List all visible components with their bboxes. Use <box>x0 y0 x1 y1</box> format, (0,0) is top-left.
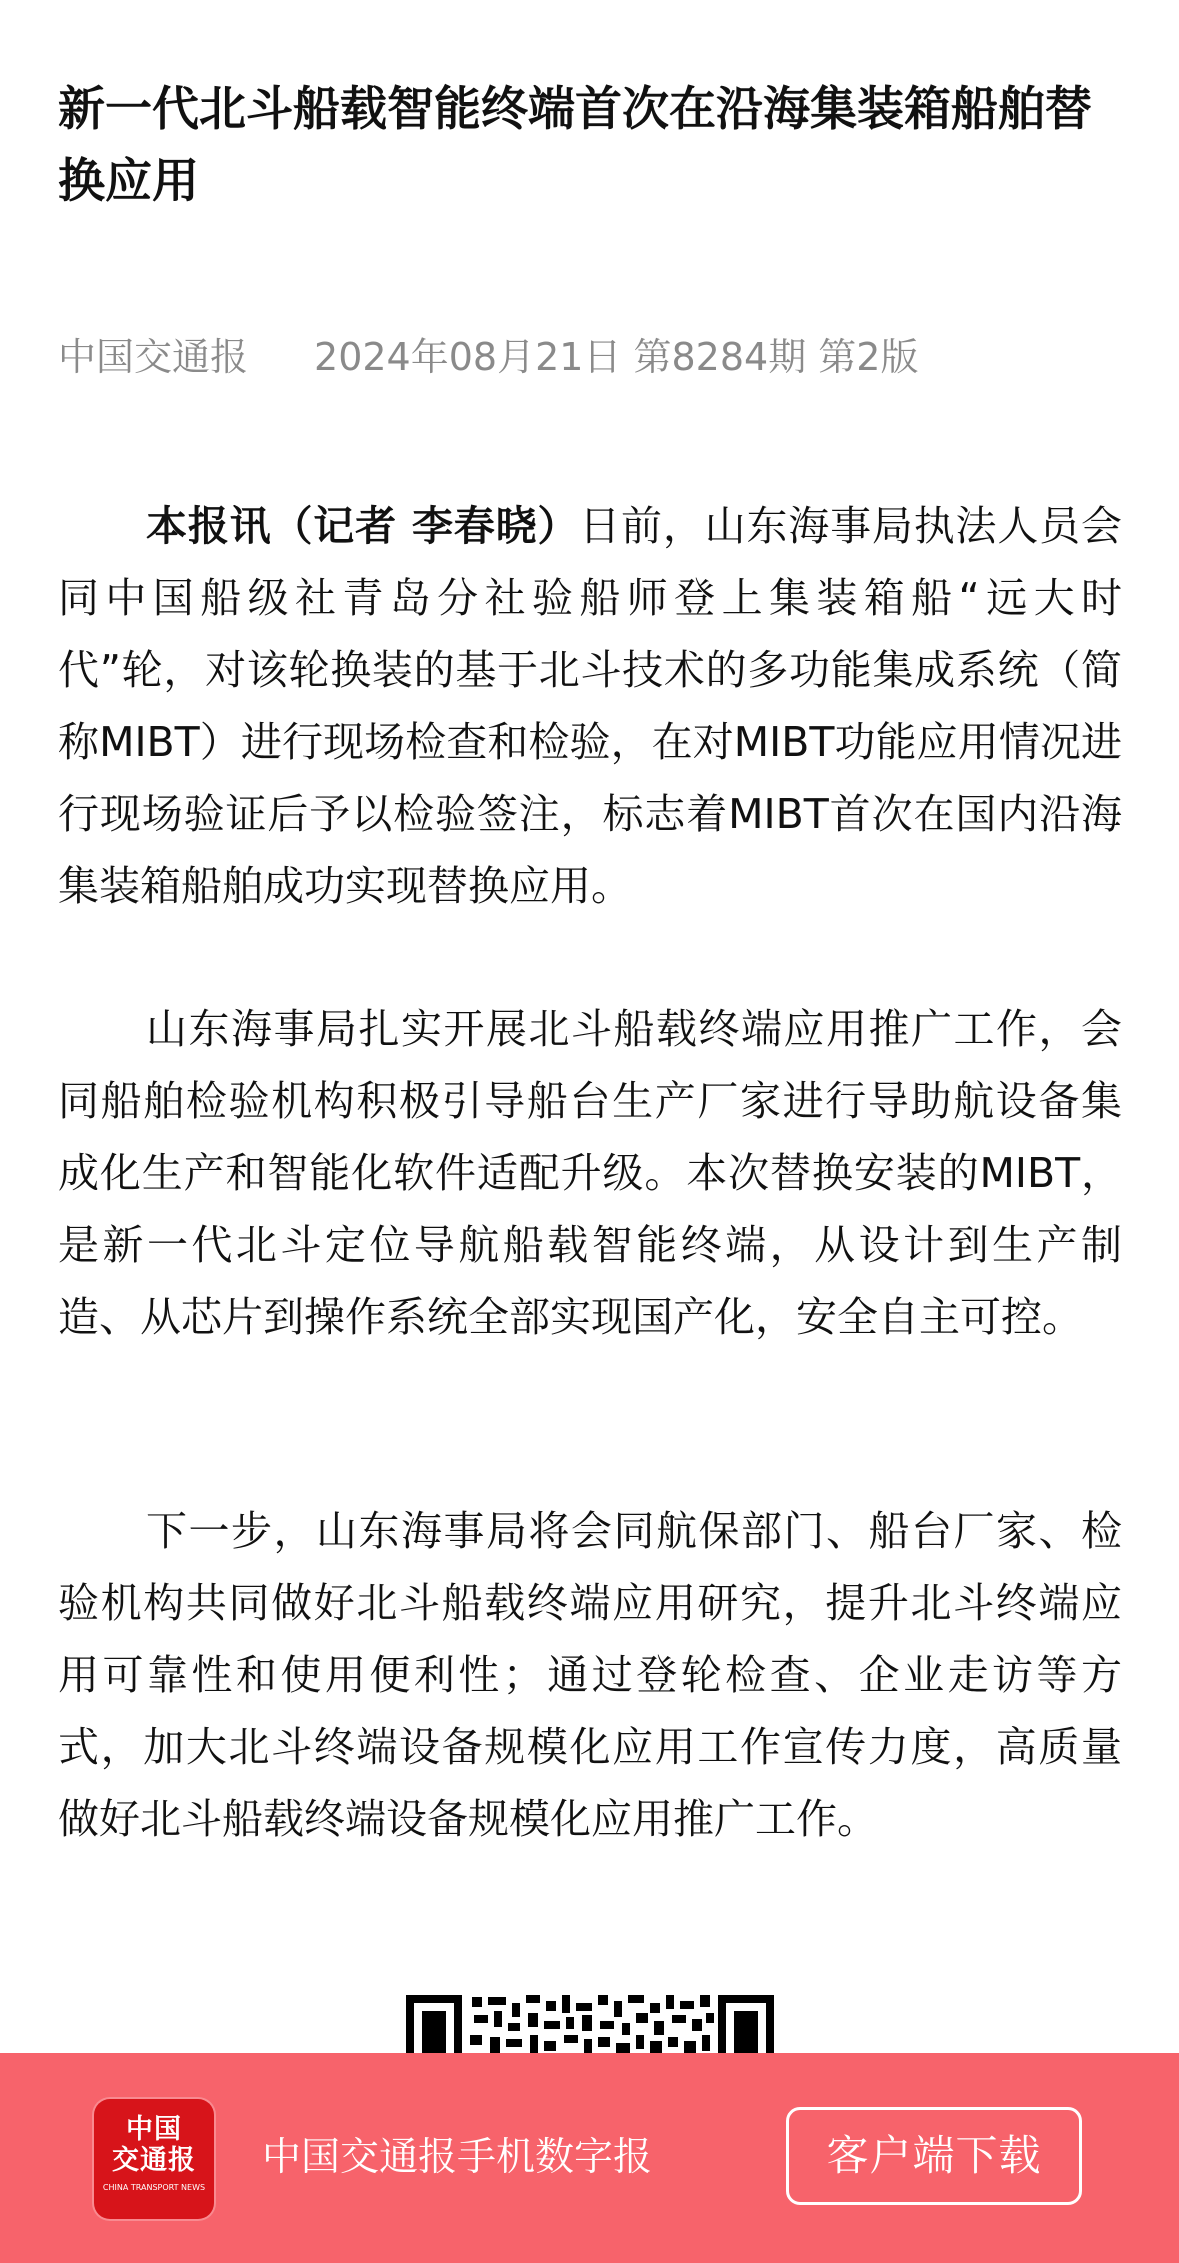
publish-date-issue: 2024年08月21日 第8284期 第2版 <box>314 335 919 379</box>
article-meta <box>58 330 918 384</box>
article-paragraph-2 <box>58 993 1122 1353</box>
article-title: 新一代北斗船载智能终端首次在沿海集装箱船舶替换应用 <box>58 82 1092 209</box>
paragraph-text: 日前，山东海事局执法人员会同中国船级社青岛分社验船师登上集装箱船“远大时代”轮，对该轮换装的基于北斗技术的多功能集成系统（简称MIBT）进行现场检查和检验，在对MIBT功能应用情况进行现场验证后予以检验签注，标志着MIBT首次在国内沿海集装箱船舶成功实现替换应用。 <box>58 502 1122 910</box>
client-download-button[interactable]: 客户端下载 <box>786 2107 1082 2205</box>
paragraph-text: 下一步，山东海事局将会同航保部门、船台厂家、检验机构共同做好北斗船载终端应用研究，提升北斗终端应用可靠性和使用便利性；通过登轮检查、企业走访等方式，加大北斗终端设备规模化应用工作宣传力度，高质量做好北斗船载终端设备规模化应用推广工作。 <box>58 1507 1122 1843</box>
article-paragraph-3 <box>58 1495 1122 1855</box>
newspaper-logo: 中国 交通报 CHINA TRANSPORT NEWS <box>94 2099 214 2219</box>
app-name-label: 中国交通报手机数字报 <box>262 2135 653 2180</box>
paragraph-text: 山东海事局扎实开展北斗船载终端应用推广工作，会同船舶检验机构积极引导船台生产厂家进行导助航设备集成化生产和智能化软件适配升级。本次替换安装的MIBT，是新一代北斗定位导航船载智能终端，从设计到生产制造、从芯片到操作系统全部实现国产化，安全自主可控。 <box>58 1005 1122 1341</box>
source-name: 中国交通报 <box>58 335 249 379</box>
article-paragraph-1 <box>58 490 1122 922</box>
qr-code-image <box>404 1993 776 2053</box>
paragraph-lead: 本报讯（记者 李春晓） <box>146 502 580 550</box>
app-download-banner <box>0 2053 1179 2263</box>
